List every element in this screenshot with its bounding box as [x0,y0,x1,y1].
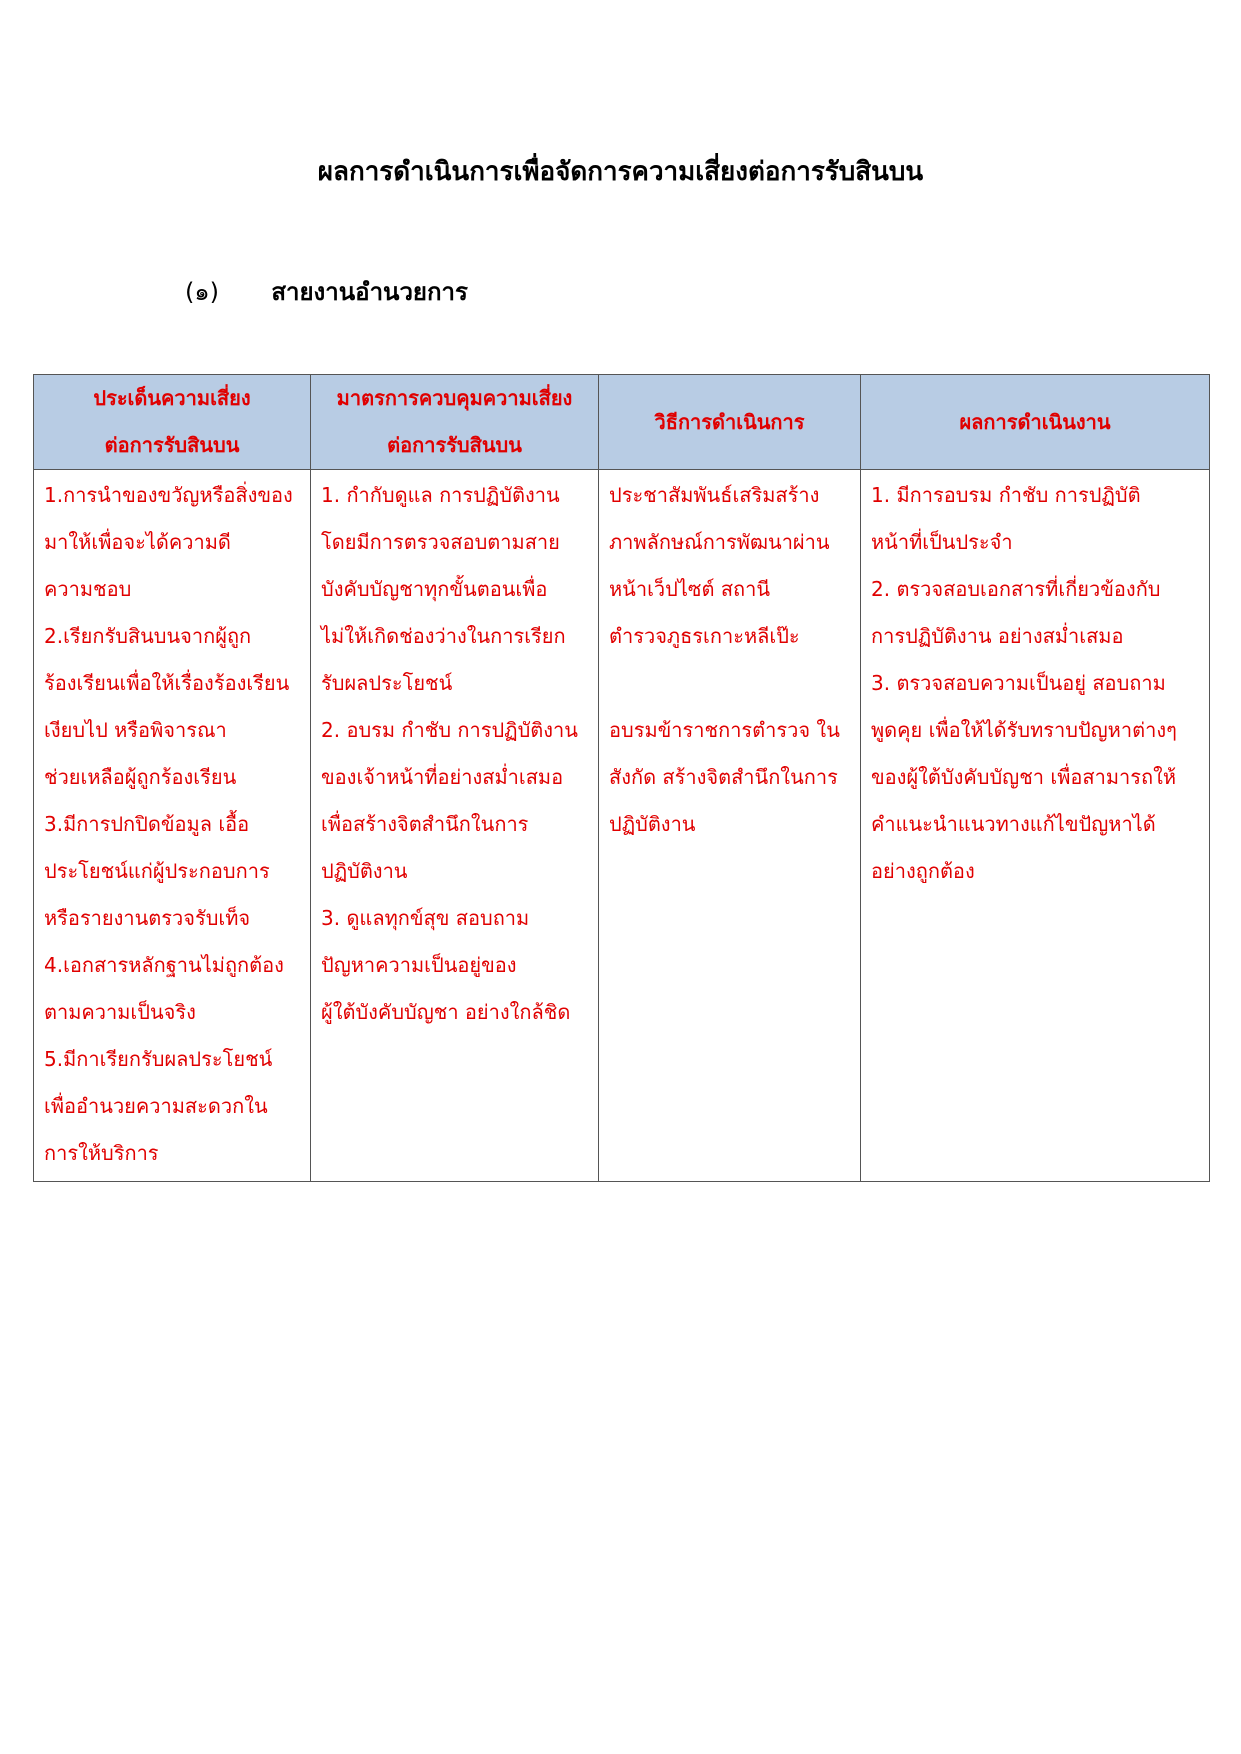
table-row [34,470,1210,1182]
section-name: สายงานอำนวยการ [271,278,468,306]
header-line: ต่อการรับสินบน [104,433,240,457]
cell-line: ความชอบ [44,577,132,601]
section-number: (๑) [185,278,219,306]
cell-line: หน้าที่เป็นประจำ [871,530,1013,554]
cell-line: ร้องเรียนเพื่อให้เรื่องร้องเรียน [44,671,290,695]
cell-line: ช่วยเหลือผู้ถูกร้องเรียน [44,765,237,789]
table-header-row [34,375,1210,470]
cell-line: อย่างถูกต้อง [871,859,975,883]
cell-line: 3.มีการปกปิดข้อมูล เอื้อ [44,812,250,836]
cell-line: ปฏิบัติงาน [609,812,696,836]
cell-line: ปัญหาความเป็นอยู่ของ [321,953,517,977]
cell-line: ไม่ให้เกิดช่องว่างในการเรียก [321,624,566,648]
cell-line: 2. อบรม กำชับ การปฏิบัติงาน [321,718,578,742]
cell-line: มาให้เพื่อจะได้ความดี [44,530,231,554]
cell-line: เพื่ออำนวยความสะดวกใน [44,1094,268,1118]
cell-line: ประชาสัมพันธ์เสริมสร้าง [609,483,820,507]
cell-line: หน้าเว็ปไซต์ สถานี [609,577,771,601]
header-risk-issue [34,375,311,470]
cell-line: การปฏิบัติงาน อย่างสม่ำเสมอ [871,624,1124,648]
cell-line: 3. ตรวจสอบความเป็นอยู่ สอบถาม [871,671,1166,695]
header-line: ต่อการรับสินบน [387,433,522,457]
cell-line: 3. ดูแลทุกข์สุข สอบถาม [321,906,530,930]
header-method [599,375,861,470]
cell-line: ภาพลักษณ์การพัฒนาผ่าน [609,530,830,554]
cell-line [609,660,852,707]
header-line: วิธีการดำเนินการ [654,409,805,434]
cell-line: คำแนะนำแนวทางแก้ไขปัญหาได้ [871,812,1156,836]
cell-line: อบรมข้าราชการตำรวจ ใน [609,718,840,742]
cell-line: ของเจ้าหน้าที่อย่างสม่ำเสมอ [321,765,564,789]
cell-line: บังคับบัญชาทุกขั้นตอนเพื่อ [321,577,548,601]
cell-line: 5.มีกาเรียกรับผลประโยชน์ [44,1047,273,1071]
header-line: ประเด็นความเสี่ยง [93,386,251,410]
cell-line: 4.เอกสารหลักฐานไม่ถูกต้อง [44,953,284,977]
cell-line: ผู้ใต้บังคับบัญชา อย่างใกล้ชิด [321,1000,571,1024]
document-title: ผลการดำเนินการเพื่อจัดการความเสี่ยงต่อการรับสินบน [317,157,924,187]
cell-line: 2. ตรวจสอบเอกสารที่เกี่ยวข้องกับ [871,577,1161,601]
risk-table [33,374,1210,1182]
cell-line: เพื่อสร้างจิตสำนึกในการ [321,812,529,836]
header-control-measure [311,375,599,470]
header-line: มาตรการควบคุมความเสี่ยง [336,386,573,410]
header-line: ผลการดำเนินงาน [959,409,1111,434]
section-heading [185,272,468,312]
cell-methods [599,470,861,1182]
cell-line: หรือรายงานตรวจรับเท็จ [44,906,251,930]
cell-line: 1.การนำของขวัญหรือสิ่งของ [44,483,293,507]
cell-line: 1. กำกับดูแล การปฏิบัติงาน [321,483,560,507]
cell-risk-issues [34,470,311,1182]
cell-line: 1. มีการอบรม กำชับ การปฏิบัติ [871,483,1141,507]
cell-line: โดยมีการตรวจสอบตามสาย [321,530,560,554]
cell-line: 2.เรียกรับสินบนจากผู้ถูก [44,624,252,648]
header-result [861,375,1210,470]
cell-line: การให้บริการ [44,1141,159,1165]
cell-line: ประโยชน์แก่ผู้ประกอบการ [44,859,270,883]
cell-line: รับผลประโยชน์ [321,671,453,695]
cell-line: ปฏิบัติงาน [321,859,408,883]
cell-line: เงียบไป หรือพิจารณา [44,718,227,742]
cell-control-measures [311,470,599,1182]
cell-line: ตำรวจภูธรเกาะหลีเป๊ะ [609,624,800,648]
cell-line: สังกัด สร้างจิตสำนึกในการ [609,765,838,789]
cell-line: ตามความเป็นจริง [44,1000,196,1024]
cell-line: ของผู้ใต้บังคับบัญชา เพื่อสามารถให้ [871,765,1177,789]
cell-results [861,470,1210,1182]
cell-line: พูดคุย เพื่อให้ได้รับทราบปัญหาต่างๆ [871,718,1177,742]
